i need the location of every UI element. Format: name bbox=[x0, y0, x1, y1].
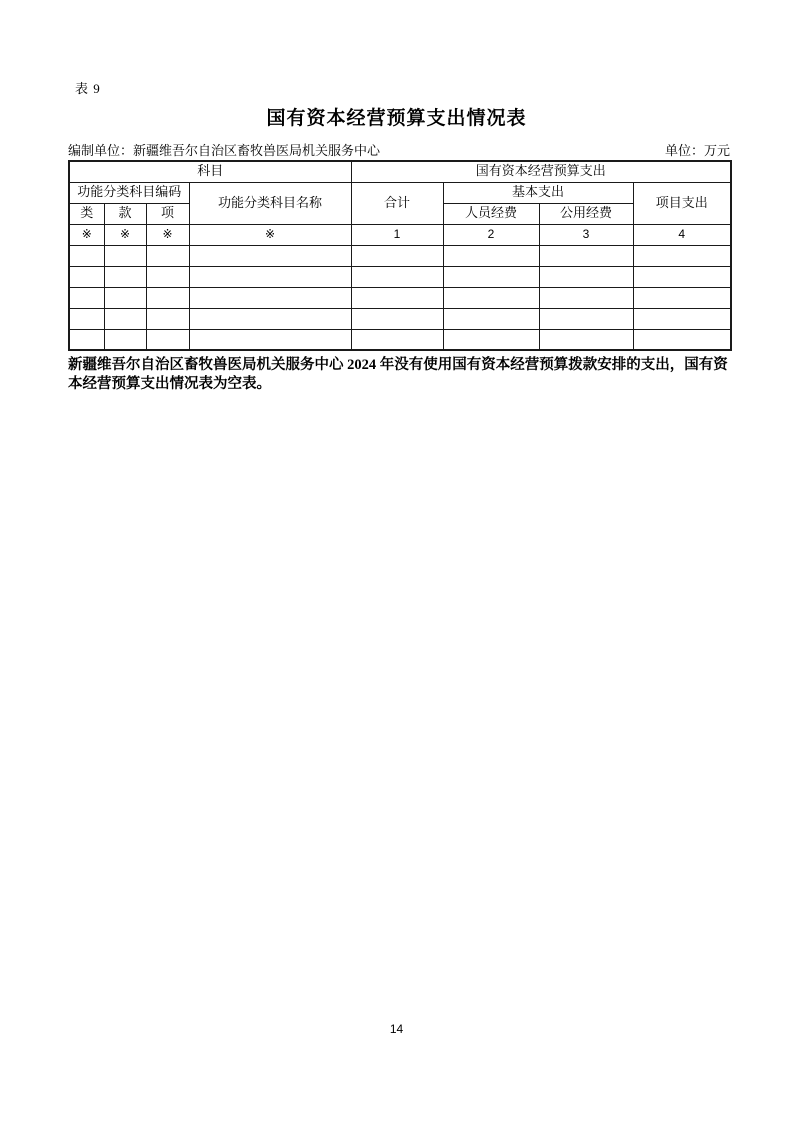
table-cell bbox=[351, 245, 443, 266]
table-cell bbox=[189, 245, 351, 266]
marker-row bbox=[69, 224, 731, 245]
header-budget-group: 国有资本经营预算支出 bbox=[351, 161, 731, 182]
table-cell bbox=[69, 329, 104, 350]
table-row bbox=[69, 245, 731, 266]
table-cell bbox=[633, 329, 731, 350]
table-cell bbox=[443, 308, 539, 329]
header-project: 项目支出 bbox=[633, 182, 731, 224]
table-cell bbox=[69, 287, 104, 308]
table-row bbox=[69, 308, 731, 329]
table-cell bbox=[189, 329, 351, 350]
table-meta-row bbox=[68, 140, 730, 159]
header-subject-name: 功能分类科目名称 bbox=[189, 182, 351, 224]
table-cell bbox=[189, 266, 351, 287]
table-cell bbox=[104, 287, 146, 308]
table-cell bbox=[69, 245, 104, 266]
table-number-label: 表 9 bbox=[75, 81, 101, 96]
marker-cell: ※ bbox=[189, 224, 351, 245]
table-row bbox=[69, 266, 731, 287]
table-cell bbox=[104, 266, 146, 287]
table-cell bbox=[146, 308, 189, 329]
header-public: 公用经费 bbox=[539, 203, 633, 224]
table-cell bbox=[539, 266, 633, 287]
table-cell bbox=[539, 287, 633, 308]
table-cell bbox=[146, 245, 189, 266]
header-item: 项 bbox=[146, 203, 189, 224]
table-cell bbox=[633, 308, 731, 329]
header-category: 类 bbox=[69, 203, 104, 224]
table-cell bbox=[146, 329, 189, 350]
table-cell bbox=[443, 266, 539, 287]
table-cell bbox=[443, 287, 539, 308]
header-code-group: 功能分类科目编码 bbox=[69, 182, 189, 203]
table-cell bbox=[69, 266, 104, 287]
table-cell bbox=[539, 245, 633, 266]
page-title: 国有资本经营预算支出情况表 bbox=[266, 108, 527, 129]
table-cell bbox=[633, 287, 731, 308]
empty-table-note: 新疆维吾尔自治区畜牧兽医局机关服务中心 2024 年没有使用国有资本经营预算拨款安排的支出，国有资本经营预算支出情况表为空表。 bbox=[68, 357, 728, 392]
header-total: 合计 bbox=[351, 182, 443, 224]
prepared-by-label: 编制单位：新疆维吾尔自治区畜牧兽医局机关服务中心 bbox=[68, 143, 381, 158]
table-body bbox=[69, 224, 731, 350]
table-cell bbox=[351, 287, 443, 308]
marker-cell: 4 bbox=[633, 224, 731, 245]
table-cell bbox=[351, 266, 443, 287]
table-cell bbox=[104, 245, 146, 266]
table-cell bbox=[104, 308, 146, 329]
budget-expenditure-table bbox=[68, 160, 732, 351]
header-section: 款 bbox=[104, 203, 146, 224]
table-cell bbox=[189, 287, 351, 308]
marker-cell: ※ bbox=[69, 224, 104, 245]
marker-cell: ※ bbox=[146, 224, 189, 245]
table-cell bbox=[69, 308, 104, 329]
unit-label: 单位：万元 bbox=[664, 143, 730, 158]
table-cell bbox=[104, 329, 146, 350]
table-cell bbox=[539, 308, 633, 329]
header-basic-group: 基本支出 bbox=[443, 182, 633, 203]
table-row bbox=[69, 287, 731, 308]
table-cell bbox=[146, 266, 189, 287]
table-cell bbox=[539, 329, 633, 350]
marker-cell: 1 bbox=[351, 224, 443, 245]
table-cell bbox=[633, 245, 731, 266]
table-cell bbox=[189, 308, 351, 329]
header-row-subgroups bbox=[69, 182, 731, 203]
marker-cell: ※ bbox=[104, 224, 146, 245]
marker-cell: 2 bbox=[443, 224, 539, 245]
header-row-groups bbox=[69, 161, 731, 182]
header-subject-group: 科目 bbox=[69, 161, 351, 182]
table-cell bbox=[443, 245, 539, 266]
table-cell bbox=[146, 287, 189, 308]
table-cell bbox=[633, 266, 731, 287]
page-number: 14 bbox=[389, 1022, 404, 1036]
table-cell bbox=[351, 308, 443, 329]
header-personnel: 人员经费 bbox=[443, 203, 539, 224]
marker-cell: 3 bbox=[539, 224, 633, 245]
table-row bbox=[69, 329, 731, 350]
table-cell bbox=[351, 329, 443, 350]
table-cell bbox=[443, 329, 539, 350]
